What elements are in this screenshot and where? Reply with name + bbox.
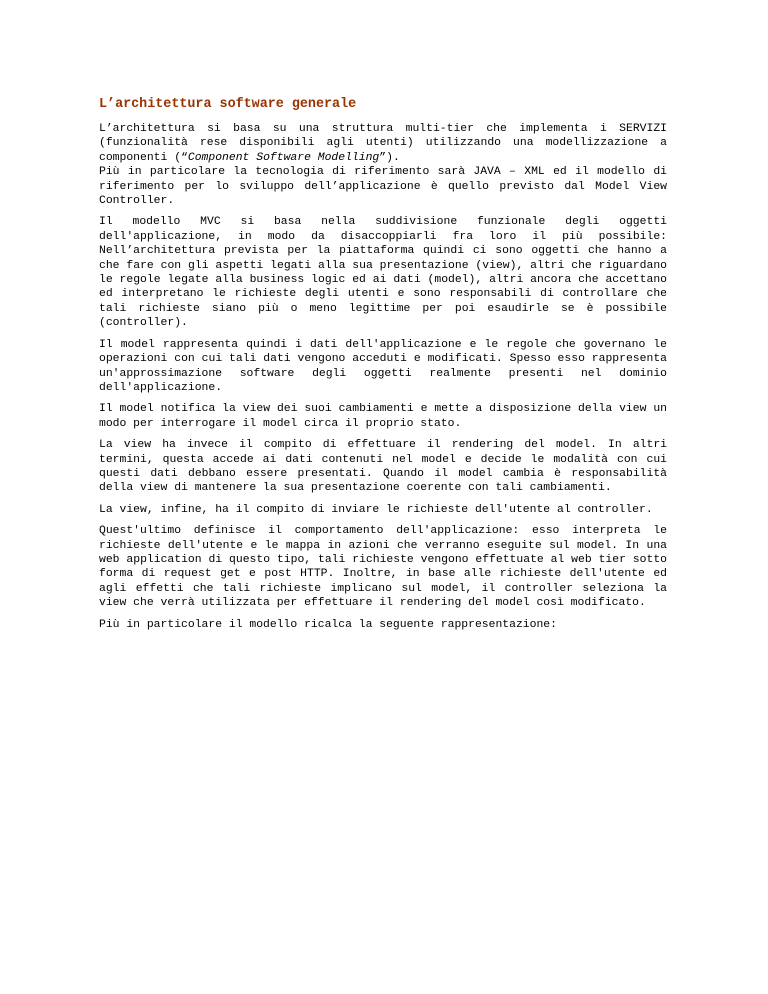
intro-text: L’architettura si basa su una struttura multi-tier che implementa i SERVIZI (funzionalità rese disponibili agli utenti) utilizzando una modellizzazione a componenti (“ (99, 123, 667, 164)
paragraph-representation-intro: Più in particolare il modello ricalca la seguente rappresentazione: (99, 618, 557, 631)
section-heading: L’architettura software generale (99, 97, 357, 112)
intro-line-two: Più in particolare la tecnologia di riferimento sarà JAVA – XML ed il modello di riferimento per lo sviluppo dell’applicazione è quello previsto dal Model View Controller. (99, 166, 667, 208)
paragraph-controller: Quest'ultimo definisce il comportamento dell'applicazione: esso interpreta le richieste dell'utente e le mappa in azioni che verranno eseguite sul model. In una web application di questo tipo, tali richieste vengono effettuate al web tier sotto forma di request get e post HTTP. Inoltre, in base alle richieste dell'utente ed agli effetti che tali richieste implicano sul model, il controller seleziona la view che verrà utilizzata per effettuare il rendering del model così modificato. (99, 525, 667, 610)
document-page (99, 96, 667, 639)
paragraph-view-requests: La view, infine, ha il compito di inviare le richieste dell'utente al controller. (99, 503, 653, 516)
intro-emphasis: Component Software Modelling (187, 151, 380, 164)
paragraph-model-notify: Il model notifica la view dei suoi cambiamenti e mette a disposizione della view un modo per interrogare il model circa il proprio stato. (99, 403, 667, 430)
paragraph-model-description: Il model rappresenta quindi i dati dell'applicazione e le regole che governano le operazioni con cui tali dati vengono acceduti e modificati. Spesso esso rappresenta un'approssimazione software degli oggetti realmente presenti nel dominio dell'applicazione. (99, 338, 667, 394)
paragraph-mvc-model: Il modello MVC si basa nella suddivisione funzionale degli oggetti dell'applicazione, in modo da disaccoppiarli fra loro il più possibile: Nell’architettura prevista per la piattaforma quindi ci sono oggetti che hanno a che fare con gli aspetti legati alla sua presentazione (view), altri che riguardano le regole legate alla business logic ed ai dati (model), altri ancora che accettano ed interpretano le richieste degli utenti e sono responsabili di controllare che tali richieste siano più o meno legittime per poi esaudirle se è possibile (controller). (99, 216, 667, 330)
paragraph-view-rendering: La view ha invece il compito di effettuare il rendering del model. In altri termini, questa accede ai dati contenuti nel model e decide le modalità con cui questi dati debbano essere presentati. Quando il model cambia è responsabilità della view di mantenere la sua presentazione coerente con tali cambiamenti. (99, 439, 667, 495)
intro-text-end: ”). (379, 151, 400, 164)
paragraph-architecture-intro (99, 122, 667, 208)
